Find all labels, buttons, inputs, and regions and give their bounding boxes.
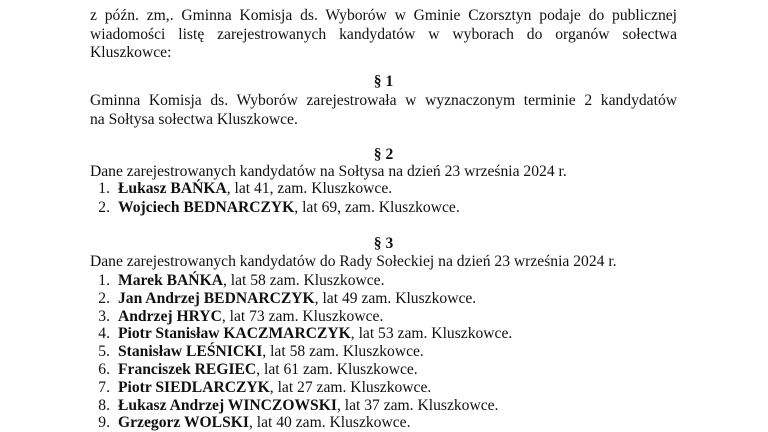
intro-line: wiadomości listę zarejestrowanych kandydatów w wyborach do organów sołectwa — [90, 25, 677, 43]
candidate-name: Franciszek REGIEC — [118, 360, 257, 378]
intro-line: Kluszkowce: — [90, 44, 172, 62]
candidate-item — [90, 343, 677, 361]
soltys-candidates-list — [90, 180, 677, 217]
candidate-name: Wojciech BEDNARCZYK — [118, 198, 295, 216]
candidate-details: , lat 41, zam. Kluszkowce. — [226, 180, 393, 197]
item-number: 9. — [98, 414, 110, 432]
item-number: 6. — [98, 360, 110, 378]
candidate-item — [90, 290, 677, 308]
candidate-details: , lat 53 zam. Kluszkowce. — [350, 325, 513, 343]
candidate-name: Piotr SIEDLARCZYK — [118, 378, 270, 396]
candidate-details: , lat 58 zam. Kluszkowce. — [222, 272, 385, 289]
item-number: 1. — [98, 180, 110, 197]
candidate-details: , lat 69, zam. Kluszkowce. — [294, 198, 460, 216]
item-number: 8. — [98, 396, 110, 414]
item-number: 7. — [98, 378, 110, 396]
candidate-name: Łukasz BAŃKA — [118, 180, 227, 197]
candidate-details: , lat 40 zam. Kluszkowce. — [248, 414, 411, 432]
candidate-name: Marek BAŃKA — [118, 272, 223, 289]
paragraph-line: Gminna Komisja ds. Wyborów zarejestrowała w wyznaczonym terminie 2 kandydatów — [90, 92, 677, 109]
section-2-intro: Dane zarejestrowanych kandydatów na Sołtysa na dzień 23 września 2024 r. — [90, 163, 567, 180]
item-number: 3. — [98, 307, 110, 325]
intro-paragraph — [90, 7, 677, 63]
candidate-details: , lat 49 zam. Kluszkowce. — [314, 289, 477, 307]
candidate-name: Jan Andrzej BEDNARCZYK — [118, 289, 315, 307]
item-number: 4. — [98, 325, 110, 343]
item-number: 1. — [98, 272, 110, 289]
candidate-details: , lat 27 zam. Kluszkowce. — [269, 378, 432, 396]
candidate-details: , lat 58 zam. Kluszkowce. — [262, 343, 424, 361]
candidate-item — [90, 379, 677, 397]
section-3-heading: § 3 — [373, 235, 394, 252]
section-3-intro: Dane zarejestrowanych kandydatów do Rady Sołeckiej na dzień 23 września 2024 r. — [90, 253, 617, 270]
candidate-name: Stanisław LEŚNICKI — [118, 343, 263, 361]
intro-line: z późn. zm,. Gminna Komisja ds. Wyborów w Gminie Czorsztyn podaje do publicznej — [90, 7, 677, 24]
candidate-item — [90, 397, 677, 415]
candidate-item — [90, 272, 677, 290]
candidate-name: Grzegorz WOLSKI — [118, 414, 249, 432]
item-number: 5. — [98, 343, 110, 361]
section-1-heading: § 1 — [373, 73, 394, 90]
candidate-item — [90, 199, 677, 218]
candidate-item — [90, 414, 677, 432]
candidate-details: , lat 73 zam. Kluszkowce. — [221, 307, 384, 325]
section-2-heading: § 2 — [373, 146, 394, 163]
candidate-details: , lat 61 zam. Kluszkowce. — [256, 360, 418, 378]
candidate-details: , lat 37 zam. Kluszkowce. — [336, 396, 499, 414]
candidate-item — [90, 308, 677, 326]
item-number: 2. — [98, 289, 110, 307]
section-1-paragraph — [90, 92, 677, 129]
candidate-item — [90, 180, 677, 199]
candidate-item — [90, 361, 677, 379]
candidate-name: Andrzej HRYC — [118, 307, 222, 325]
item-number: 2. — [98, 198, 110, 216]
candidate-name: Piotr Stanisław KACZMARCZYK — [118, 325, 351, 343]
candidate-name: Łukasz Andrzej WINCZOWSKI — [118, 396, 337, 414]
council-candidates-list — [90, 272, 677, 432]
paragraph-line: na Sołtysa sołectwa Kluszkowce. — [90, 110, 298, 128]
candidate-item — [90, 325, 677, 343]
